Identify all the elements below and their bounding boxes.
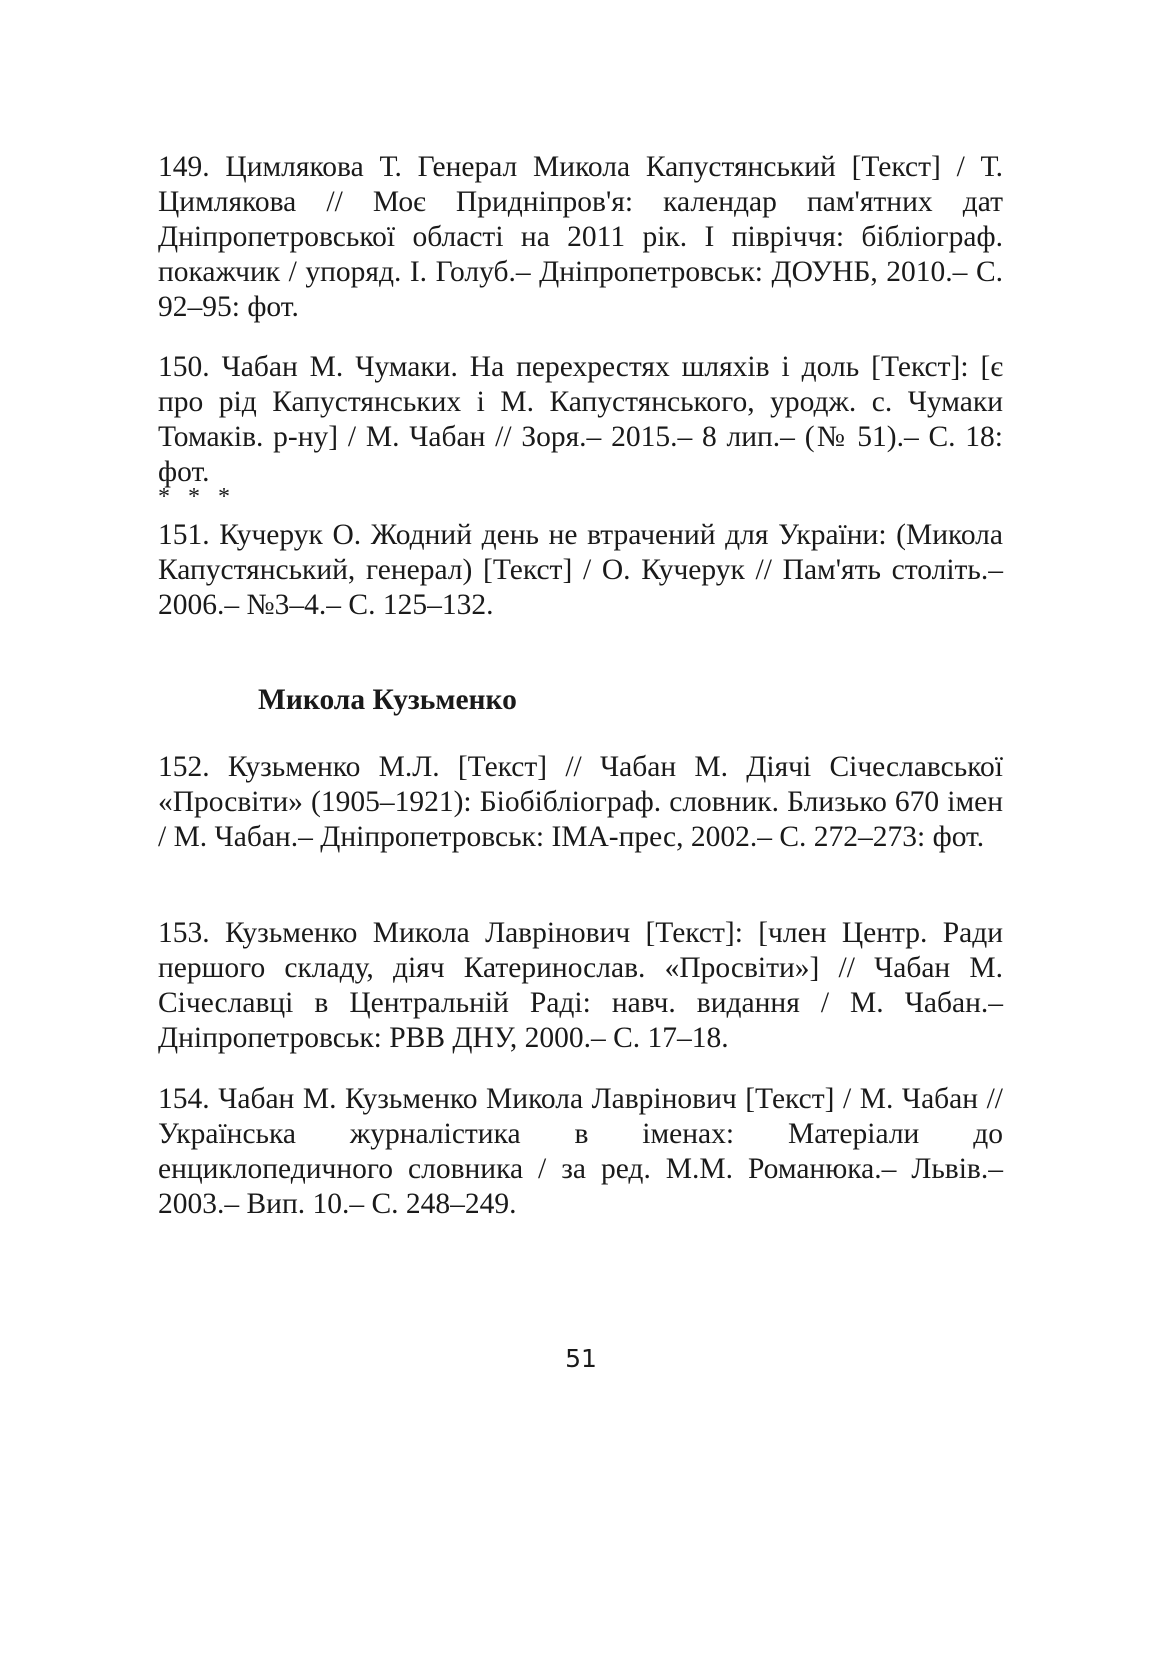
entry-number: 149. xyxy=(158,151,210,183)
entry-number: 154. xyxy=(158,1083,210,1115)
section-separator: * * * xyxy=(158,484,236,510)
entry-text: Чабан М. Чумаки. На перехрестях шляхів і доль [Текст]: [є про рід Капустянських і М. Капустянського, уродж. с. Чумаки Томаків. р-ну] / М. Чабан // Зоря.– 2015.– 8 лип.– (№ 51).– С. 18: фот. xyxy=(158,351,1003,488)
entry-number: 150. xyxy=(158,351,210,383)
bibliography-entry-153 xyxy=(158,916,1003,1056)
bibliography-entry-150 xyxy=(158,350,1003,490)
entry-text: Кузьменко М.Л. [Текст] // Чабан М. Діячі Січеславської «Просвіти» (1905–1921): Біобібліограф. словник. Близько 670 імен / М. Чабан.– Дніпропетровськ: ІМА-прес, 2002.– С. 272–273: фот. xyxy=(158,751,1003,853)
bibliography-entry-151 xyxy=(158,518,1003,623)
bibliography-entry-154 xyxy=(158,1082,1003,1222)
bibliography-entry-152 xyxy=(158,750,1003,855)
entry-text: Кучерук О. Жодний день не втрачений для України: (Микола Капустянський, генерал) [Текст] / О. Кучерук // Пам'ять століть.– 2006.– №3–4.– С. 125–132. xyxy=(158,519,1003,621)
entry-text: Цимлякова Т. Генерал Микола Капустянський [Текст] / Т. Цимлякова // Моє Придніпров'я: календар пам'ятних дат Дніпропетровської області на 2011 рік. І півріччя: бібліограф. покажчик / упоряд. І. Голуб.– Дніпропетровськ: ДОУНБ, 2010.– С. 92–95: фот. xyxy=(158,151,1003,323)
entry-text: Кузьменко Микола Лаврінович [Текст]: [член Центр. Ради першого складу, діяч Катеринослав. «Просвіти»] // Чабан М. Січеславці в Центральній Раді: навч. видання / М. Чабан.– Дніпропетровськ: РВВ ДНУ, 2000.– С. 17–18. xyxy=(158,917,1003,1054)
page-number: 51 xyxy=(565,1344,597,1373)
entry-number: 151. xyxy=(158,519,210,551)
entry-text: Чабан М. Кузьменко Микола Лаврінович [Текст] / М. Чабан // Українська журналістика в іменах: Матеріали до енциклопедичного словника / за ред. М.М. Романюка.– Львів.– 2003.– Вип. 10.– С. 248–249. xyxy=(158,1083,1004,1220)
bibliography-entry-149 xyxy=(158,150,1003,325)
entry-number: 152. xyxy=(158,751,210,783)
entry-number: 153. xyxy=(158,917,210,949)
section-heading: Микола Кузьменко xyxy=(258,684,517,716)
